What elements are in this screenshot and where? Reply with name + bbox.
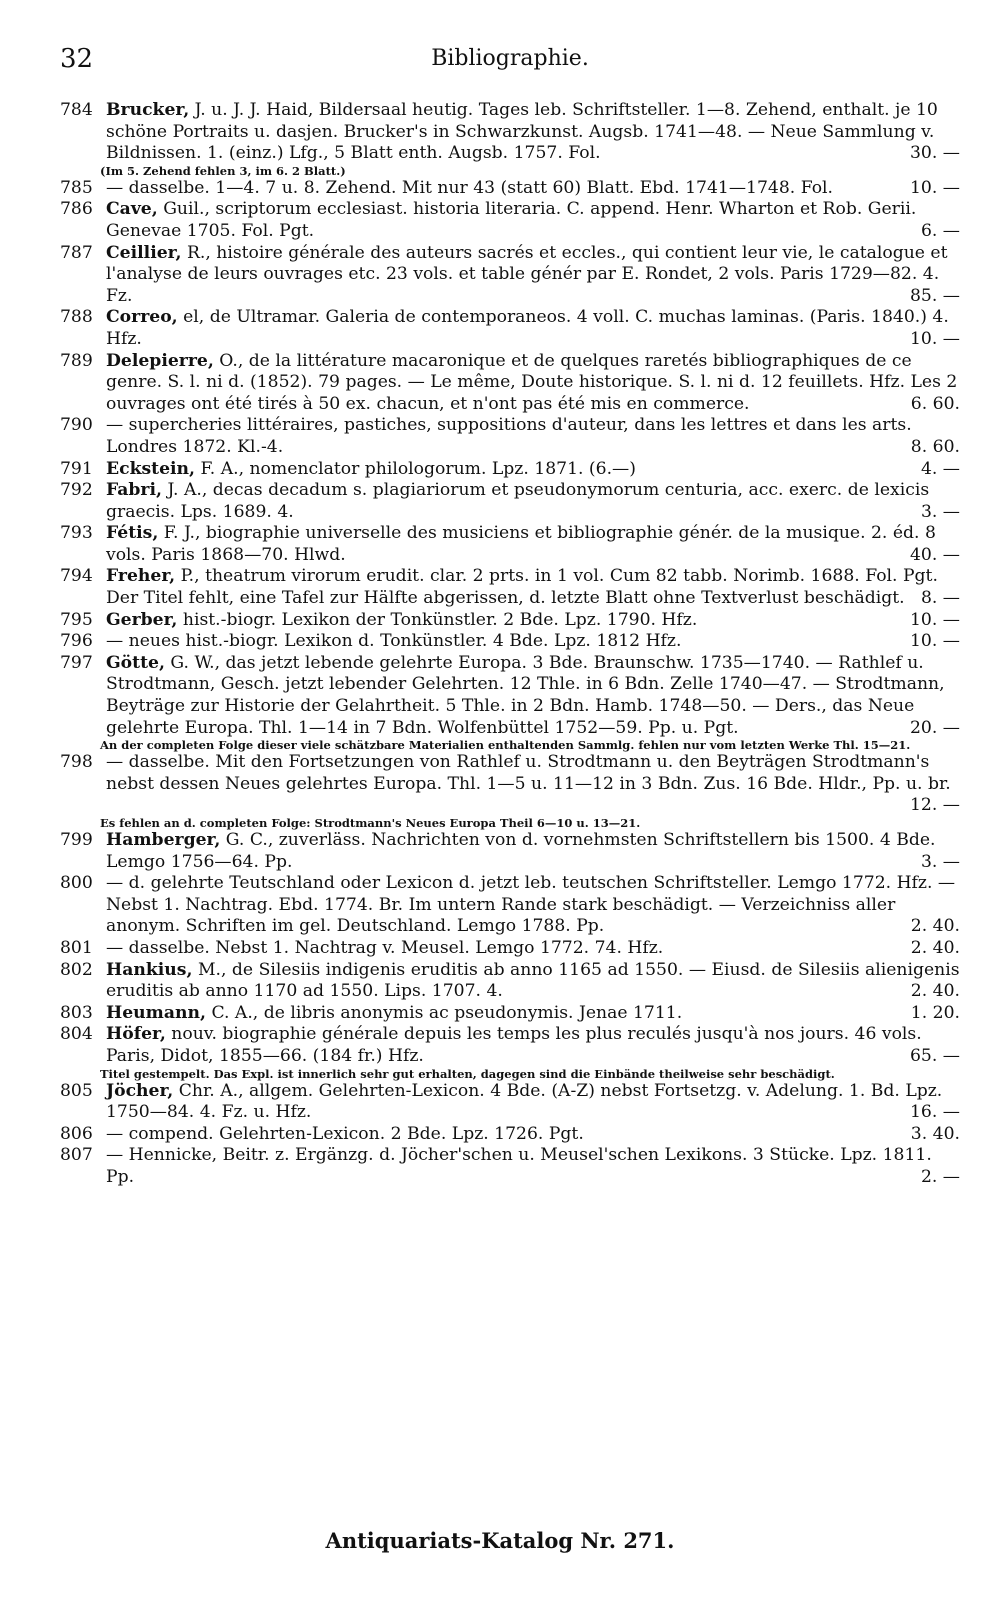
entry-text: F. J., biographie universelle des musiciens et bibliographie génér. de la musique. 2. éd. 8 vols. Paris 1868—70. Hlwd. — [106, 523, 936, 565]
entry-price: 3. 40. — [910, 1123, 960, 1144]
entry-number: 807 — [60, 1145, 93, 1166]
entry-text: el, de Ultramar. Galeria de contemporaneos. 4 voll. C. muchas laminas. (Paris. 1840.) 4. Hfz. — [106, 307, 949, 349]
entry-text: — compend. Gelehrten-Lexicon. 2 Bde. Lpz. 1726. Pgt. — [106, 1123, 584, 1144]
entry-author: Heumann, — [106, 1002, 206, 1023]
entry-note: An der completen Folge dieser viele schätzbare Materialien enthaltenden Sammlg. fehlen nur vom letzten Werke Thl. 15—21. — [100, 738, 911, 753]
catalog-entry — [60, 566, 960, 609]
entry-price: 10. — — [910, 631, 960, 652]
catalog-entry — [60, 459, 960, 481]
entry-price: 10. — — [910, 328, 960, 349]
entry-number: 784 — [60, 100, 93, 120]
catalog-entry — [60, 1024, 960, 1067]
catalog-entry — [60, 653, 960, 739]
entry-price: 85. — — [910, 285, 960, 306]
entry-price: 1. 20. — [910, 1002, 960, 1023]
catalog-entry — [60, 178, 960, 200]
entry-price: 2. 40. — [910, 981, 960, 1002]
entry-number: 785 — [60, 177, 93, 198]
entry-price: 30. — — [910, 143, 960, 164]
entry-price: 20. — — [910, 717, 960, 738]
entry-number: 805 — [60, 1080, 93, 1101]
entry-price: 8. — — [920, 588, 960, 609]
entry-text: — d. gelehrte Teutschland oder Lexicon d. jetzt leb. teutschen Schriftsteller. Lemgo 1772. Hfz. — Nebst 1. Nachtrag. Ebd. 1774. Br. Im untern Rande stark beschädigt. — Verzeichniss aller anonym. Schriften im gel. Deutschland. Lemgo 1788. Pp. — [106, 873, 956, 937]
entry-price: 16. — — [910, 1102, 960, 1123]
page-header — [60, 44, 960, 84]
entry-author: Cave, — [106, 199, 158, 220]
entry-number: 794 — [60, 566, 93, 587]
entry-price: 3. — — [920, 501, 960, 522]
entry-text: C. A., de libris anonymis ac pseudonymis. Jenae 1711. — [211, 1002, 683, 1023]
entry-number: 803 — [60, 1002, 93, 1023]
entry-number: 804 — [60, 1024, 93, 1045]
entry-author: Hamberger, — [106, 830, 221, 850]
entry-text: — dasselbe. 1—4. 7 u. 8. Zehend. Mit nur 43 (statt 60) Blatt. Ebd. 1741—1748. Fol. — [106, 177, 834, 198]
entry-text: — Hennicke, Beitr. z. Ergänzg. d. Jöcher'schen u. Meusel'schen Lexikons. 3 Stücke. Lpz. 1811. Pp. — [106, 1145, 932, 1187]
entry-text: — neues hist.-biogr. Lexikon d. Tonkünstler. 4 Bde. Lpz. 1812 Hfz. — [106, 631, 682, 652]
entry-text: O., de la littérature macaronique et de quelques raretés bibliographiques de ce genre. S. l. ni d. (1852). 79 pages. — Le même, Doute historique. S. l. ni d. 12 feuillets. Hfz. Les 2 ouvrages ont été tirés à 50 ex. chacun, et n'ont pas été mis en commerce. — [106, 350, 958, 414]
entry-price: 40. — — [910, 544, 960, 565]
entry-text: P., theatrum virorum erudit. clar. 2 prts. in 1 vol. Cum 82 tabb. Norimb. 1688. Fol. Pgt. Der Titel fehlt, eine Tafel zur Hälfte abgerissen, d. letzte Blatt ohne Textverlust beschädigt. — [106, 566, 938, 609]
entry-price: 2. — — [920, 1166, 960, 1187]
entry-text: G. W., das jetzt lebende gelehrte Europa. 3 Bde. Braunschw. 1735—1740. — Rathlef u. Strodtmann, Gesch. jetzt lebender Gelehrten. 12 Thle. in 6 Bdn. Zelle 1740—47. — Strodtmann, Beyträge zur Historie der Gelahrtheit. 5 Thle. in 2 Bdn. Hamb. 1748—50. — Ders., das Neue gelehrte Europa. Thl. 1—14 in 7 Bdn. Wolfenbüttel 1752—59. Pp. u. Pgt. — [106, 652, 945, 738]
entry-author: Delepierre, — [106, 350, 214, 371]
catalog-entry — [60, 1003, 960, 1025]
entry-text: M., de Silesiis indigenis eruditis ab anno 1165 ad 1550. — Eiusd. de Silesiis alienigenis eruditis ab anno 1170 ad 1550. Lips. 1707. 4. — [106, 959, 960, 1002]
entry-text: G. C., zuverläss. Nachrichten von d. vornehmsten Schriftstellern bis 1500. 4 Bde. Lemgo 1756—64. Pp. — [106, 830, 936, 872]
entry-number: 798 — [60, 752, 93, 773]
catalog-entry — [60, 100, 960, 165]
catalog-entry — [60, 199, 960, 242]
entry-text: J. A., decas decadum s. plagiariorum et pseudonymorum centuria, acc. exerc. de lexicis graecis. Lps. 1689. 4. — [106, 480, 930, 522]
catalog-entry — [60, 938, 960, 960]
entry-text: Guil., scriptorum ecclesiast. historia literaria. C. append. Henr. Wharton et Rob. Gerii. Genevae 1705. Fol. Pgt. — [106, 199, 917, 241]
entry-number: 787 — [60, 242, 93, 263]
entry-number: 793 — [60, 523, 93, 544]
entry-price: 2. 40. — [910, 937, 960, 958]
catalog-entry — [60, 307, 960, 350]
entry-author: Jöcher, — [106, 1080, 174, 1101]
entry-number: 789 — [60, 350, 93, 371]
entry-author: Fétis, — [106, 523, 159, 544]
catalog-entry — [60, 830, 960, 873]
entry-number: 792 — [60, 480, 93, 501]
catalog-entry — [60, 351, 960, 416]
entry-price: 3. — — [920, 851, 960, 872]
entry-author: Götte, — [106, 652, 165, 673]
entry-number: 801 — [60, 937, 93, 958]
entry-text: nouv. biographie générale depuis les temps les plus reculés jusqu'à nos jours. 46 vols. Paris, Didot, 1855—66. (184 fr.) Hfz. — [106, 1024, 922, 1066]
entry-price: 65. — — [910, 1045, 960, 1066]
entry-number: 800 — [60, 873, 93, 894]
catalog-entry — [60, 1081, 960, 1124]
entry-author: Freher, — [106, 566, 176, 587]
entry-number: 802 — [60, 959, 93, 980]
entry-text: R., histoire générale des auteurs sacrés et eccles., qui contient leur vie, le catalogue et l'analyse de leurs ouvrages etc. 23 vols. et table génér par E. Rondet, 2 vols. Paris 1729—82. 4. Fz. — [106, 242, 948, 306]
entry-author: Eckstein, — [106, 458, 196, 479]
entry-text: — dasselbe. Mit den Fortsetzungen von Rathlef u. Strodtmann u. den Beyträgen Strodtmann's nebst dessen Neues gelehrtes Europa. Thl. 1—5 u. 11—12 in 3 Bdn. Zus. 16 Bde. Hldr., Pp. u. br. — [106, 752, 951, 794]
entry-number: 791 — [60, 458, 93, 479]
catalog-entry — [60, 1124, 960, 1146]
entry-number: 797 — [60, 652, 93, 673]
entry-number: 795 — [60, 609, 93, 630]
catalog-entry — [60, 523, 960, 566]
entry-text: — dasselbe. Nebst 1. Nachtrag v. Meusel. Lemgo 1772. 74. Hfz. — [106, 937, 664, 958]
catalog-entry — [60, 243, 960, 308]
entry-author: Fabri, — [106, 480, 162, 501]
entry-number: 790 — [60, 415, 93, 436]
entry-price: 12. — — [910, 795, 960, 816]
catalog-entry — [60, 873, 960, 938]
entry-number: 788 — [60, 307, 93, 328]
entry-price: 6. 60. — [910, 393, 960, 414]
catalog-footer: Antiquariats-Katalog Nr. 271. — [325, 1528, 675, 1553]
entry-author: Hankius, — [106, 959, 193, 980]
entry-number: 796 — [60, 631, 93, 652]
entry-price: 2. 40. — [910, 916, 960, 937]
catalog-entry — [60, 752, 960, 816]
entry-price: 10. — — [910, 177, 960, 198]
entry-author: Gerber, — [106, 609, 178, 630]
entry-number: 786 — [60, 199, 93, 220]
entry-author: Brucker, — [106, 100, 190, 120]
entry-price: 8. 60. — [910, 436, 960, 457]
entry-list — [60, 100, 960, 1189]
entry-number: 799 — [60, 830, 93, 850]
catalog-entry — [60, 631, 960, 653]
entry-author: Ceillier, — [106, 242, 182, 263]
entry-text: hist.-biogr. Lexikon der Tonkünstler. 2 Bde. Lpz. 1790. Hfz. — [182, 609, 698, 630]
entry-price: 4. — — [920, 458, 960, 479]
entry-text: Chr. A., allgem. Gelehrten-Lexicon. 4 Bde. (A-Z) nebst Fortsetzg. v. Adelung. 1. Bd. Lpz. 1750—84. 4. Fz. u. Hfz. — [106, 1080, 943, 1123]
catalog-entry — [60, 960, 960, 1003]
page-title: Bibliographie. — [431, 46, 589, 71]
catalog-entry — [60, 480, 960, 523]
entry-price: 10. — — [910, 609, 960, 630]
catalog-entry — [60, 610, 960, 632]
entry-text: — supercheries littéraires, pastiches, suppositions d'auteur, dans les lettres et dans les arts. Londres 1872. Kl.-4. — [106, 415, 912, 457]
entry-note: Es fehlen an d. completen Folge: Strodtmann's Neues Europa Theil 6—10 u. 13—21. — [100, 816, 641, 830]
entry-author: Correo, — [106, 307, 178, 328]
entry-note: (Im 5. Zehend fehlen 3, im 6. 2 Blatt.) — [100, 163, 346, 178]
entry-price: 6. — — [920, 220, 960, 241]
page-number: 32 — [60, 44, 94, 74]
entry-text: J. u. J. J. Haid, Bildersaal heutig. Tages leb. Schriftsteller. 1—8. Zehend, enthalt. je 10 schöne Portraits u. dasjen. Brucker's in Schwarzkunst. Augsb. 1741—48. — Neue Sammlung v. Bildnissen. 1. (einz.) Lfg., 5 Blatt enth. Augsb. 1757. Fol. — [106, 100, 938, 164]
catalog-entry — [60, 415, 960, 458]
entry-author: Höfer, — [106, 1024, 166, 1045]
entry-note: Titel gestempelt. Das Expl. ist innerlich sehr gut erhalten, dagegen sind die Einbände theilweise sehr beschädigt. — [100, 1066, 835, 1081]
entry-text: F. A., nomenclator philologorum. Lpz. 1871. (6.—) — [200, 458, 636, 479]
entry-number: 806 — [60, 1123, 93, 1144]
catalog-entry — [60, 1145, 960, 1188]
